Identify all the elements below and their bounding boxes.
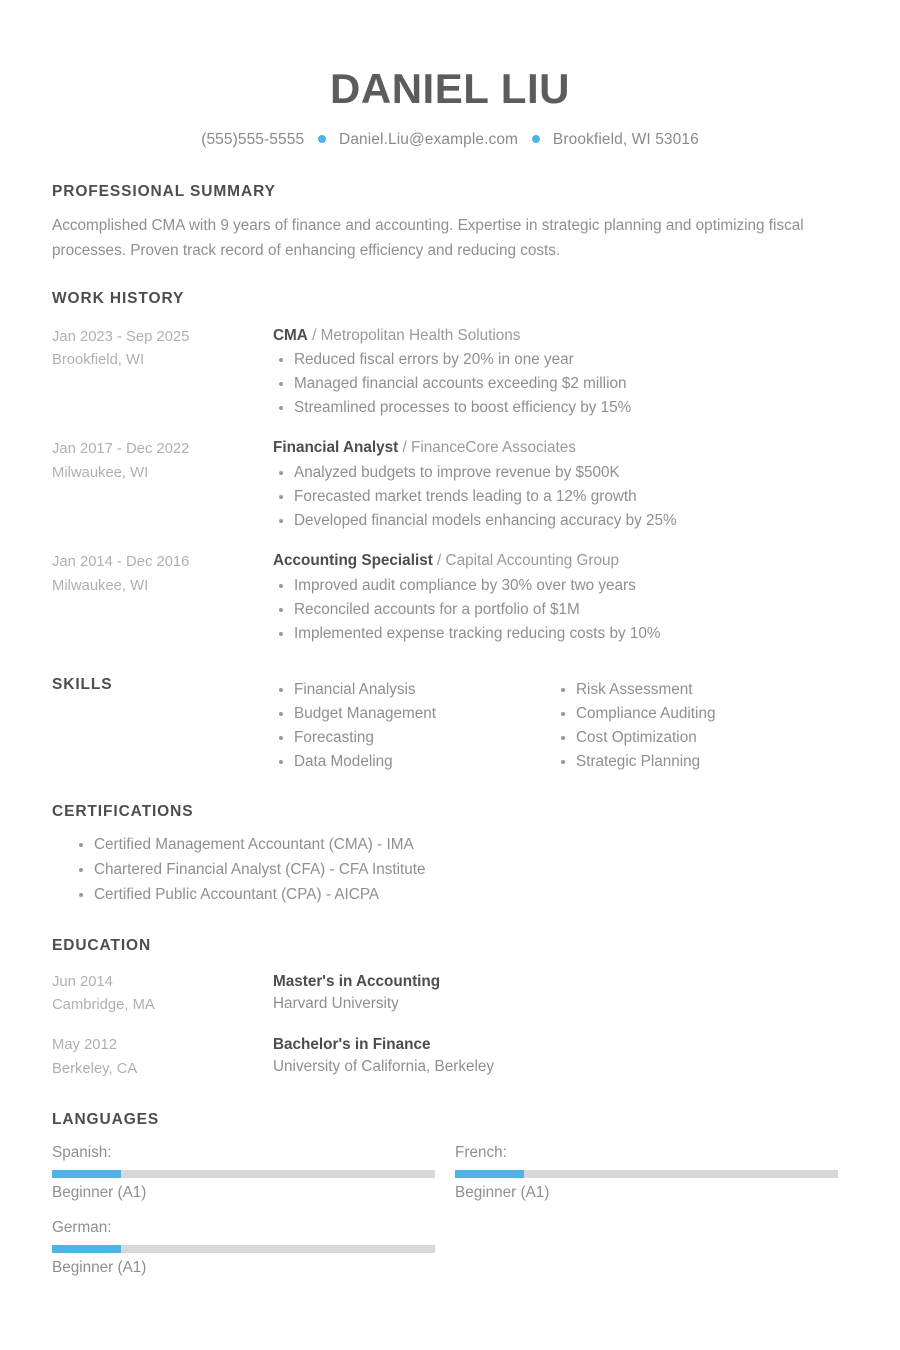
language-proficiency-fill <box>52 1245 121 1253</box>
title-company-separator: / <box>312 326 317 344</box>
section-heading-languages: LANGUAGES <box>52 1111 160 1129</box>
work-entry-location: Brookfield, WI <box>52 352 145 369</box>
work-entry-details <box>273 551 848 646</box>
work-bullet: Managed financial accounts exceeding $2 million <box>273 372 848 396</box>
skill-item: Cost Optimization <box>555 726 837 750</box>
work-bullet: Analyzed budgets to improve revenue by $500K <box>273 461 848 485</box>
education-school: University of California, Berkeley <box>273 1058 495 1076</box>
work-bullet: Forecasted market trends leading to a 12% growth <box>273 485 848 509</box>
work-entry-company: Metropolitan Health Solutions <box>320 326 521 344</box>
work-entry-title-line <box>273 326 848 347</box>
education-degree: Bachelor's in Finance <box>273 1035 431 1053</box>
work-bullet: Reconciled accounts for a portfolio of $1M <box>273 598 848 622</box>
work-entry-bullets <box>273 574 848 646</box>
education-entry-details <box>273 1034 848 1081</box>
work-entry-title-line <box>273 551 848 572</box>
work-history-entry <box>52 551 848 646</box>
education-entry-date: May 2012 <box>52 1036 117 1053</box>
languages-section <box>52 1111 848 1292</box>
bullet-separator-icon <box>318 135 326 143</box>
section-heading-skills: SKILLS <box>52 675 113 693</box>
work-bullet: Improved audit compliance by 30% over two years <box>273 574 848 598</box>
skills-section <box>52 676 848 774</box>
section-heading-work-history: WORK HISTORY <box>52 289 185 307</box>
professional-summary-section <box>52 183 848 264</box>
language-name: French: <box>455 1144 507 1162</box>
language-name: Spanish: <box>52 1144 112 1162</box>
skills-heading-column <box>52 676 273 774</box>
education-entry <box>52 971 848 1018</box>
language-proficiency-fill <box>455 1170 524 1178</box>
work-entry-meta <box>52 551 273 646</box>
work-entry-location: Milwaukee, WI <box>52 465 149 482</box>
language-level: Beginner (A1) <box>52 1259 147 1277</box>
phone-text: (555)555-5555 <box>201 131 305 149</box>
education-entry-meta <box>52 1034 273 1081</box>
education-degree: Master's in Accounting <box>273 972 441 990</box>
work-entry-company: Capital Accounting Group <box>445 552 620 570</box>
certification-item: Chartered Financial Analyst (CFA) - CFA Institute <box>73 858 848 883</box>
language-proficiency-bar <box>52 1245 435 1253</box>
education-entry-date: Jun 2014 <box>52 973 113 990</box>
work-entry-dates: Jan 2017 - Dec 2022 <box>52 441 190 458</box>
education-entry-location: Cambridge, MA <box>52 997 155 1014</box>
work-entry-bullets <box>273 348 848 420</box>
email-text: Daniel.Liu@example.com <box>339 131 519 149</box>
education-entry <box>52 1034 848 1081</box>
certification-item: Certified Management Accountant (CMA) - IMA <box>73 833 848 858</box>
title-company-separator: / <box>402 439 407 457</box>
work-entry-job-title: Accounting Specialist <box>273 552 433 570</box>
skills-columns <box>273 676 848 774</box>
work-bullet: Developed financial models enhancing accuracy by 25% <box>273 509 848 533</box>
work-entry-title-line <box>273 438 848 459</box>
candidate-name: DANIEL LIU <box>330 65 570 112</box>
language-item-spanish <box>52 1142 435 1205</box>
skill-item: Strategic Planning <box>555 750 837 774</box>
work-bullet: Implemented expense tracking reducing costs by 10% <box>273 622 848 646</box>
certification-item: Certified Public Accountant (CPA) - AICPA <box>73 883 848 908</box>
education-entry-location: Berkeley, CA <box>52 1060 138 1077</box>
work-entry-job-title: Financial Analyst <box>273 439 399 457</box>
work-entry-details <box>273 438 848 533</box>
work-history-entry <box>52 438 848 533</box>
work-entry-dates: Jan 2023 - Sep 2025 <box>52 328 190 345</box>
language-level: Beginner (A1) <box>52 1184 147 1202</box>
section-heading-education: EDUCATION <box>52 936 152 954</box>
work-history-section <box>52 290 848 646</box>
languages-grid <box>52 1142 848 1292</box>
skill-item: Data Modeling <box>273 750 555 774</box>
work-entry-dates: Jan 2014 - Dec 2016 <box>52 554 190 571</box>
language-proficiency-fill <box>52 1170 121 1178</box>
education-entry-meta <box>52 971 273 1018</box>
skills-column-1 <box>273 676 555 774</box>
skill-item: Financial Analysis <box>273 678 555 702</box>
work-bullet: Streamlined processes to boost efficiency by 15% <box>273 396 848 420</box>
location-text: Brookfield, WI 53016 <box>552 131 699 149</box>
skill-item: Risk Assessment <box>555 678 837 702</box>
language-proficiency-bar <box>455 1170 838 1178</box>
contact-line <box>52 131 848 149</box>
skills-list-2 <box>555 678 837 774</box>
work-bullet: Reduced fiscal errors by 20% in one year <box>273 348 848 372</box>
bullet-separator-icon <box>532 135 540 143</box>
work-entry-bullets <box>273 461 848 533</box>
work-history-entry <box>52 326 848 421</box>
skill-item: Budget Management <box>273 702 555 726</box>
language-item-german <box>52 1217 435 1280</box>
work-entry-meta <box>52 326 273 421</box>
language-level: Beginner (A1) <box>455 1184 550 1202</box>
language-proficiency-bar <box>52 1170 435 1178</box>
language-name: German: <box>52 1219 112 1237</box>
skills-column-2 <box>555 676 837 774</box>
certifications-list <box>52 833 848 908</box>
skills-list-1 <box>273 678 555 774</box>
skill-item: Forecasting <box>273 726 555 750</box>
summary-text: Accomplished CMA with 9 years of finance and accounting. Expertise in strategic planning and optimizing fiscal processes. Proven track record of enhancing efficiency and reducing costs. <box>52 217 804 259</box>
work-entry-company: FinanceCore Associates <box>411 439 576 457</box>
work-entry-meta <box>52 438 273 533</box>
work-entry-location: Milwaukee, WI <box>52 577 149 594</box>
work-entry-job-title: CMA <box>273 326 308 344</box>
section-heading-summary: PROFESSIONAL SUMMARY <box>52 183 276 201</box>
education-entry-details <box>273 971 848 1018</box>
section-heading-certifications: CERTIFICATIONS <box>52 802 194 820</box>
language-item-french <box>455 1142 838 1205</box>
skill-item: Compliance Auditing <box>555 702 837 726</box>
education-school: Harvard University <box>273 994 399 1012</box>
education-section <box>52 937 848 1082</box>
title-company-separator: / <box>437 552 442 570</box>
certifications-section <box>52 803 848 908</box>
work-entry-details <box>273 326 848 421</box>
